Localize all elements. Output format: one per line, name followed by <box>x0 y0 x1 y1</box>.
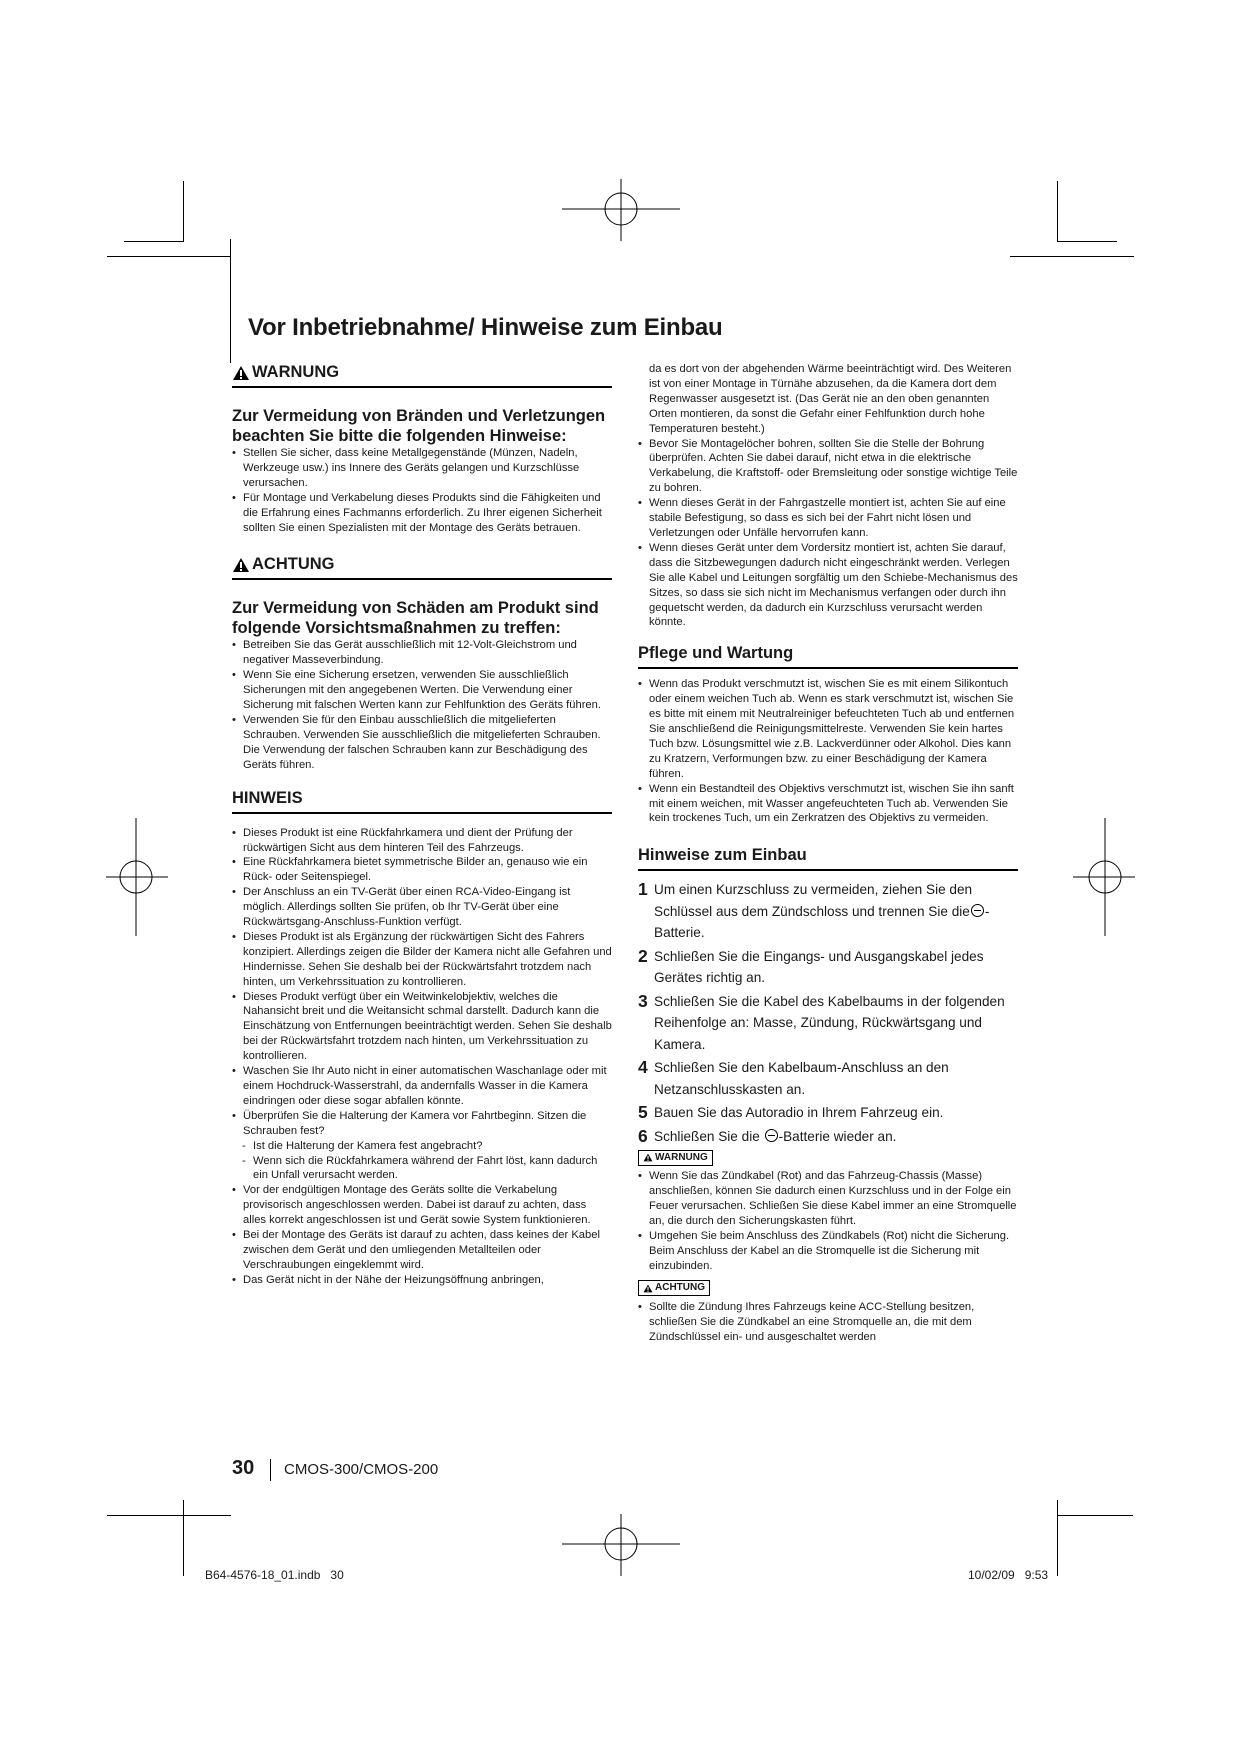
list-item: • Stellen Sie sicher, dass keine Metallgegenstände (Münzen, Nadeln, Werkzeuge usw.) ins Innere des Geräts gelangen und Kurzschlüsse verursachen. <box>232 446 612 491</box>
achtung-heading <box>232 555 612 580</box>
warnung-subheading: Zur Vermeidung von Bränden und Verletzungen beachten Sie bitte die folgenden Hinweise: <box>232 407 606 445</box>
warning-triangle-icon <box>643 1153 653 1162</box>
step-text: Bauen Sie das Autoradio in Ihrem Fahrzeug ein. <box>654 1105 944 1121</box>
step-number: 1 <box>638 879 648 900</box>
footer-divider <box>270 1459 271 1481</box>
minus-terminal-icon <box>971 904 984 917</box>
list-item: • Dieses Produkt ist eine Rückfahrkamera und dient der Prüfung der rückwärtigen Sicht aus dem hinteren Teil des Fahrzeugs. <box>232 826 612 856</box>
step-number: 4 <box>638 1057 648 1078</box>
step-number: 2 <box>638 945 648 966</box>
model-name: CMOS-300/CMOS-200 <box>284 1461 439 1478</box>
achtung-heading-text: ACHTUNG <box>252 555 335 574</box>
warning-triangle-icon <box>643 1284 653 1293</box>
step-text: Schließen Sie den Kabelbaum-Anschluss an den Netzanschlusskasten an. <box>654 1060 949 1097</box>
list-item: • Bei der Montage des Geräts ist darauf zu achten, dass keines der Kabel zwischen dem Gerät und den umliegenden Metallteilen oder Verschraubungen eingeklemmt wird. <box>232 1228 612 1273</box>
warnung-section <box>232 363 612 535</box>
list-item: • Überprüfen Sie die Halterung der Kamera vor Fahrtbeginn. Sitzen die Schrauben fest? <box>232 1109 612 1139</box>
step-text: Um einen Kurzschluss zu vermeiden, ziehen Sie den Schlüssel aus dem Zündschloss und trennen Sie die -Batterie. <box>654 882 990 941</box>
list-item: • Eine Rückfahrkamera bietet symmetrische Bilder an, genauso wie ein Rück- oder Seitenspiegel. <box>232 855 612 885</box>
list-item: • Für Montage und Verkabelung dieses Produkts sind die Fähigkeiten und die Erfahrung eines Fachmanns erforderlich. Zu Ihrer eigenen Sicherheit sollten Sie einen Spezialisten mit der Montage des Geräts betrauen. <box>232 491 612 536</box>
warnung-heading-text: WARNUNG <box>252 363 340 381</box>
achtung-section <box>232 555 612 772</box>
page-number: 30 <box>232 1457 255 1479</box>
step-item <box>638 946 1018 989</box>
list-item: • Vor der endgültigen Montage des Geräts sollte die Verkabelung provisorisch angeschlossen werden. Dabei ist darauf zu achten, dass alles korrekt angeschlossen ist und Gerät sowie System funktionieren. <box>232 1183 612 1228</box>
einbau-warnung-list <box>638 1169 1018 1273</box>
list-item: • Wenn ein Bestandteil des Objektivs verschmutzt ist, wischen Sie ihn sanft mit einem weichen, mit Wasser angefeuchteten Tuch ab. Verwenden Sie kein trockenes Tuch, um ein Zerkratzen des Objektivs zu vermeiden. <box>638 782 1018 827</box>
step-item <box>638 879 1018 944</box>
hinweis-section <box>232 789 612 1288</box>
achtung-list <box>232 638 612 772</box>
einbau-heading-text: Hinweise zum Einbau <box>638 846 807 865</box>
achtung-badge: ACHTUNG <box>638 1280 710 1296</box>
step-text: Schließen Sie die Kabel des Kabelbaums in der folgenden Reihenfolge an: Masse, Zündung, Rückwärtsgang und Kamera. <box>654 993 1005 1052</box>
einbau-section <box>638 846 1018 1344</box>
sub-list-item: - Ist die Halterung der Kamera fest angebracht? <box>242 1139 612 1154</box>
warning-triangle-icon <box>232 365 250 381</box>
list-item: • Dieses Produkt verfügt über ein Weitwinkelobjektiv, welches die Nahansicht breit und die Weitansicht schmal darstellt. Dadurch kann die Einschätzung von Entfernungen beeinträchtigt werden. Sehen Sie deshalb bei der Rückwärtsfahrt trotzdem nach hinten, um Verkehrssituation zu kontrollieren. <box>232 990 612 1065</box>
hinweis-list-right <box>638 437 1018 631</box>
hinweis-list <box>232 826 612 1139</box>
list-item: • Dieses Produkt ist als Ergänzung der rückwärtigen Sicht des Fahrers konzipiert. Allerdings zeigen die Bilder der Kamera nicht alle Gefahren und Hindernisse. Sehen Sie deshalb bei der Rückwärtsfahrt trotzdem nach hinten, um Verkehrssituation zu kontrollieren. <box>232 930 612 990</box>
einbau-heading <box>638 846 1018 871</box>
slug-filename: B64-4576-18_01.indb 30 <box>205 1568 344 1582</box>
list-item: • Wenn das Produkt verschmutzt ist, wischen Sie es mit einem Silikontuch oder einem weichen Tuch ab. Wenn es stark verschmutzt ist, wischen Sie es bitte mit einem mit Neutralreiniger befeuchteten Tuch ab und entfernen Sie anschließend die Reinigungsmittelreste. Verwenden Sie kein hartes Tuch bzw. Lösungsmittel wie z.B. Lackverdünner oder Alkohol. Dies kann zu Kratzern, Verformungen bzw. zu einer Beschädigung der Kamera führen. <box>638 677 1018 781</box>
list-item: • Wenn dieses Gerät in der Fahrgastzelle montiert ist, achten Sie auf eine stabile Befestigung, so dass es sich bei der Fahrt nicht lösen und Verletzungen oder Unfälle hervorrufen kann. <box>638 496 1018 541</box>
hinweis-list-continued <box>232 1183 612 1287</box>
pflege-heading-text: Pflege und Wartung <box>638 644 794 663</box>
registration-mark-bottom <box>562 1514 680 1576</box>
list-item: • Wenn dieses Gerät unter dem Vordersitz montiert ist, achten Sie darauf, dass die Sitzbewegungen dadurch nicht eingeschränkt werden. Verlegen Sie alle Kabel und Leitungen sorgfältig um den Schiebe-Mechanismus des Sitzes, so dass sie sich nicht im Mechanismus verfangen oder durch ihn gequetscht werden, da dadurch ein Kurzschluss verursacht werden könnte. <box>638 541 1018 630</box>
list-item: • Betreiben Sie das Gerät ausschließlich mit 12-Volt-Gleichstrom und negativer Masseverbindung. <box>232 638 612 668</box>
einbau-steps <box>638 879 1018 1147</box>
list-item: • Wenn Sie eine Sicherung ersetzen, verwenden Sie ausschließlich Sicherungen mit den angegebenen Werten. Die Verwendung einer Sicherung mit falschen Werten kann zur Fehlfunktion des Geräts führen. <box>232 668 612 713</box>
left-column <box>232 363 612 1288</box>
step-text: Schließen Sie die -Batterie wieder an. <box>654 1128 897 1144</box>
warnung-badge: WARNUNG <box>638 1150 713 1166</box>
continued-paragraph: da es dort von der abgehenden Wärme beeinträchtigt wird. Des Weiteren ist von einer Montage in Türnähe abzusehen, da die Kamera dort dem Regenwasser ausgesetzt ist. (Das Gerät nie an den oben genannten Orten montieren, da sonst die Gefahr einer Fehlfunktion durch hohe Temperaturen besteht.) <box>649 363 1012 435</box>
achtung-subheading: Zur Vermeidung von Schäden am Produkt sind folgende Vorsichtsmaßnahmen zu treffen: <box>232 599 599 638</box>
warnung-list <box>232 446 612 535</box>
list-item: • Das Gerät nicht in der Nähe der Heizungsöffnung anbringen, <box>232 1273 612 1288</box>
pflege-heading <box>638 644 1018 669</box>
list-item: • Sollte die Zündung Ihres Fahrzeugs keine ACC-Stellung besitzen, schließen Sie die Zündkabel an eine Stromquelle an, die mit dem Zündschlüssel ein- und ausgeschaltet werden <box>638 1300 1018 1345</box>
step-number: 6 <box>638 1125 648 1146</box>
list-item: • Verwenden Sie für den Einbau ausschließlich die mitgelieferten Schrauben. Verwenden Sie ausschließlich die mitgelieferten Schrauben. Die Verwendung der falschen Schrauben kann zur Beschädigung des Geräts führen. <box>232 713 612 773</box>
registration-mark-left <box>106 818 168 936</box>
list-item: • Waschen Sie Ihr Auto nicht in einer automatischen Waschanlage oder mit einem Hochdruck-Wasserstrahl, da andernfalls Wasser in die Kamera eindringen oder diese sogar abfallen könnte. <box>232 1064 612 1109</box>
list-item: • Bevor Sie Montagelöcher bohren, sollten Sie die Stelle der Bohrung überprüfen. Achten Sie dabei darauf, nicht etwa in die elektrische Verkabelung, die Kraftstoff- oder Bremsleitung oder sonstige wichtige Teile zu bohren. <box>638 437 1018 497</box>
step-text: Schließen Sie die Eingangs- und Ausgangskabel jedes Gerätes richtig an. <box>654 948 984 986</box>
step-item <box>638 1126 1018 1148</box>
list-item: • Umgehen Sie beim Anschluss des Zündkabels (Rot) nicht die Sicherung. Beim Anschluss der Kabel an die Stromquelle ist die Sicherung mit einzubinden. <box>638 1229 1018 1274</box>
list-item: • Wenn Sie das Zündkabel (Rot) and das Fahrzeug-Chassis (Masse) anschließen, können Sie dadurch einen Kurzschluss und in der Folge ein Feuer verursachen. Schließen Sie diese Kabel immer an eine Stromquelle an, die durch den Sicherungskasten führt. <box>638 1169 1018 1229</box>
einbau-achtung-list <box>638 1300 1018 1345</box>
right-column <box>638 362 1018 1344</box>
sub-list-item: - Wenn sich die Rückfahrkamera während der Fahrt löst, kann dadurch ein Unfall verursacht werden. <box>242 1154 612 1184</box>
warnung-heading <box>232 363 612 388</box>
registration-mark-right <box>1073 818 1135 936</box>
page-title: Vor Inbetriebnahme/ Hinweise zum Einbau <box>248 314 723 341</box>
step-number: 3 <box>638 990 648 1011</box>
step-item <box>638 1057 1018 1100</box>
step-item <box>638 1102 1018 1124</box>
hinweis-sublist <box>232 1139 612 1184</box>
registration-mark-top <box>562 179 680 241</box>
warning-triangle-icon <box>232 557 250 573</box>
step-item <box>638 991 1018 1056</box>
step-number: 5 <box>638 1102 648 1123</box>
minus-terminal-icon <box>765 1129 778 1142</box>
hinweis-heading <box>232 789 612 814</box>
hinweis-heading-text: HINWEIS <box>232 788 303 807</box>
list-item: • Der Anschluss an ein TV-Gerät über einen RCA-Video-Eingang ist möglich. Allerdings sollten Sie prüfen, ob Ihr TV-Gerät über eine Rückwärtsgang-Anschluss-Funktion verfügt. <box>232 885 612 930</box>
pflege-section <box>638 644 1018 826</box>
pflege-list <box>638 677 1018 826</box>
slug-date: 10/02/09 9:53 <box>968 1568 1049 1582</box>
